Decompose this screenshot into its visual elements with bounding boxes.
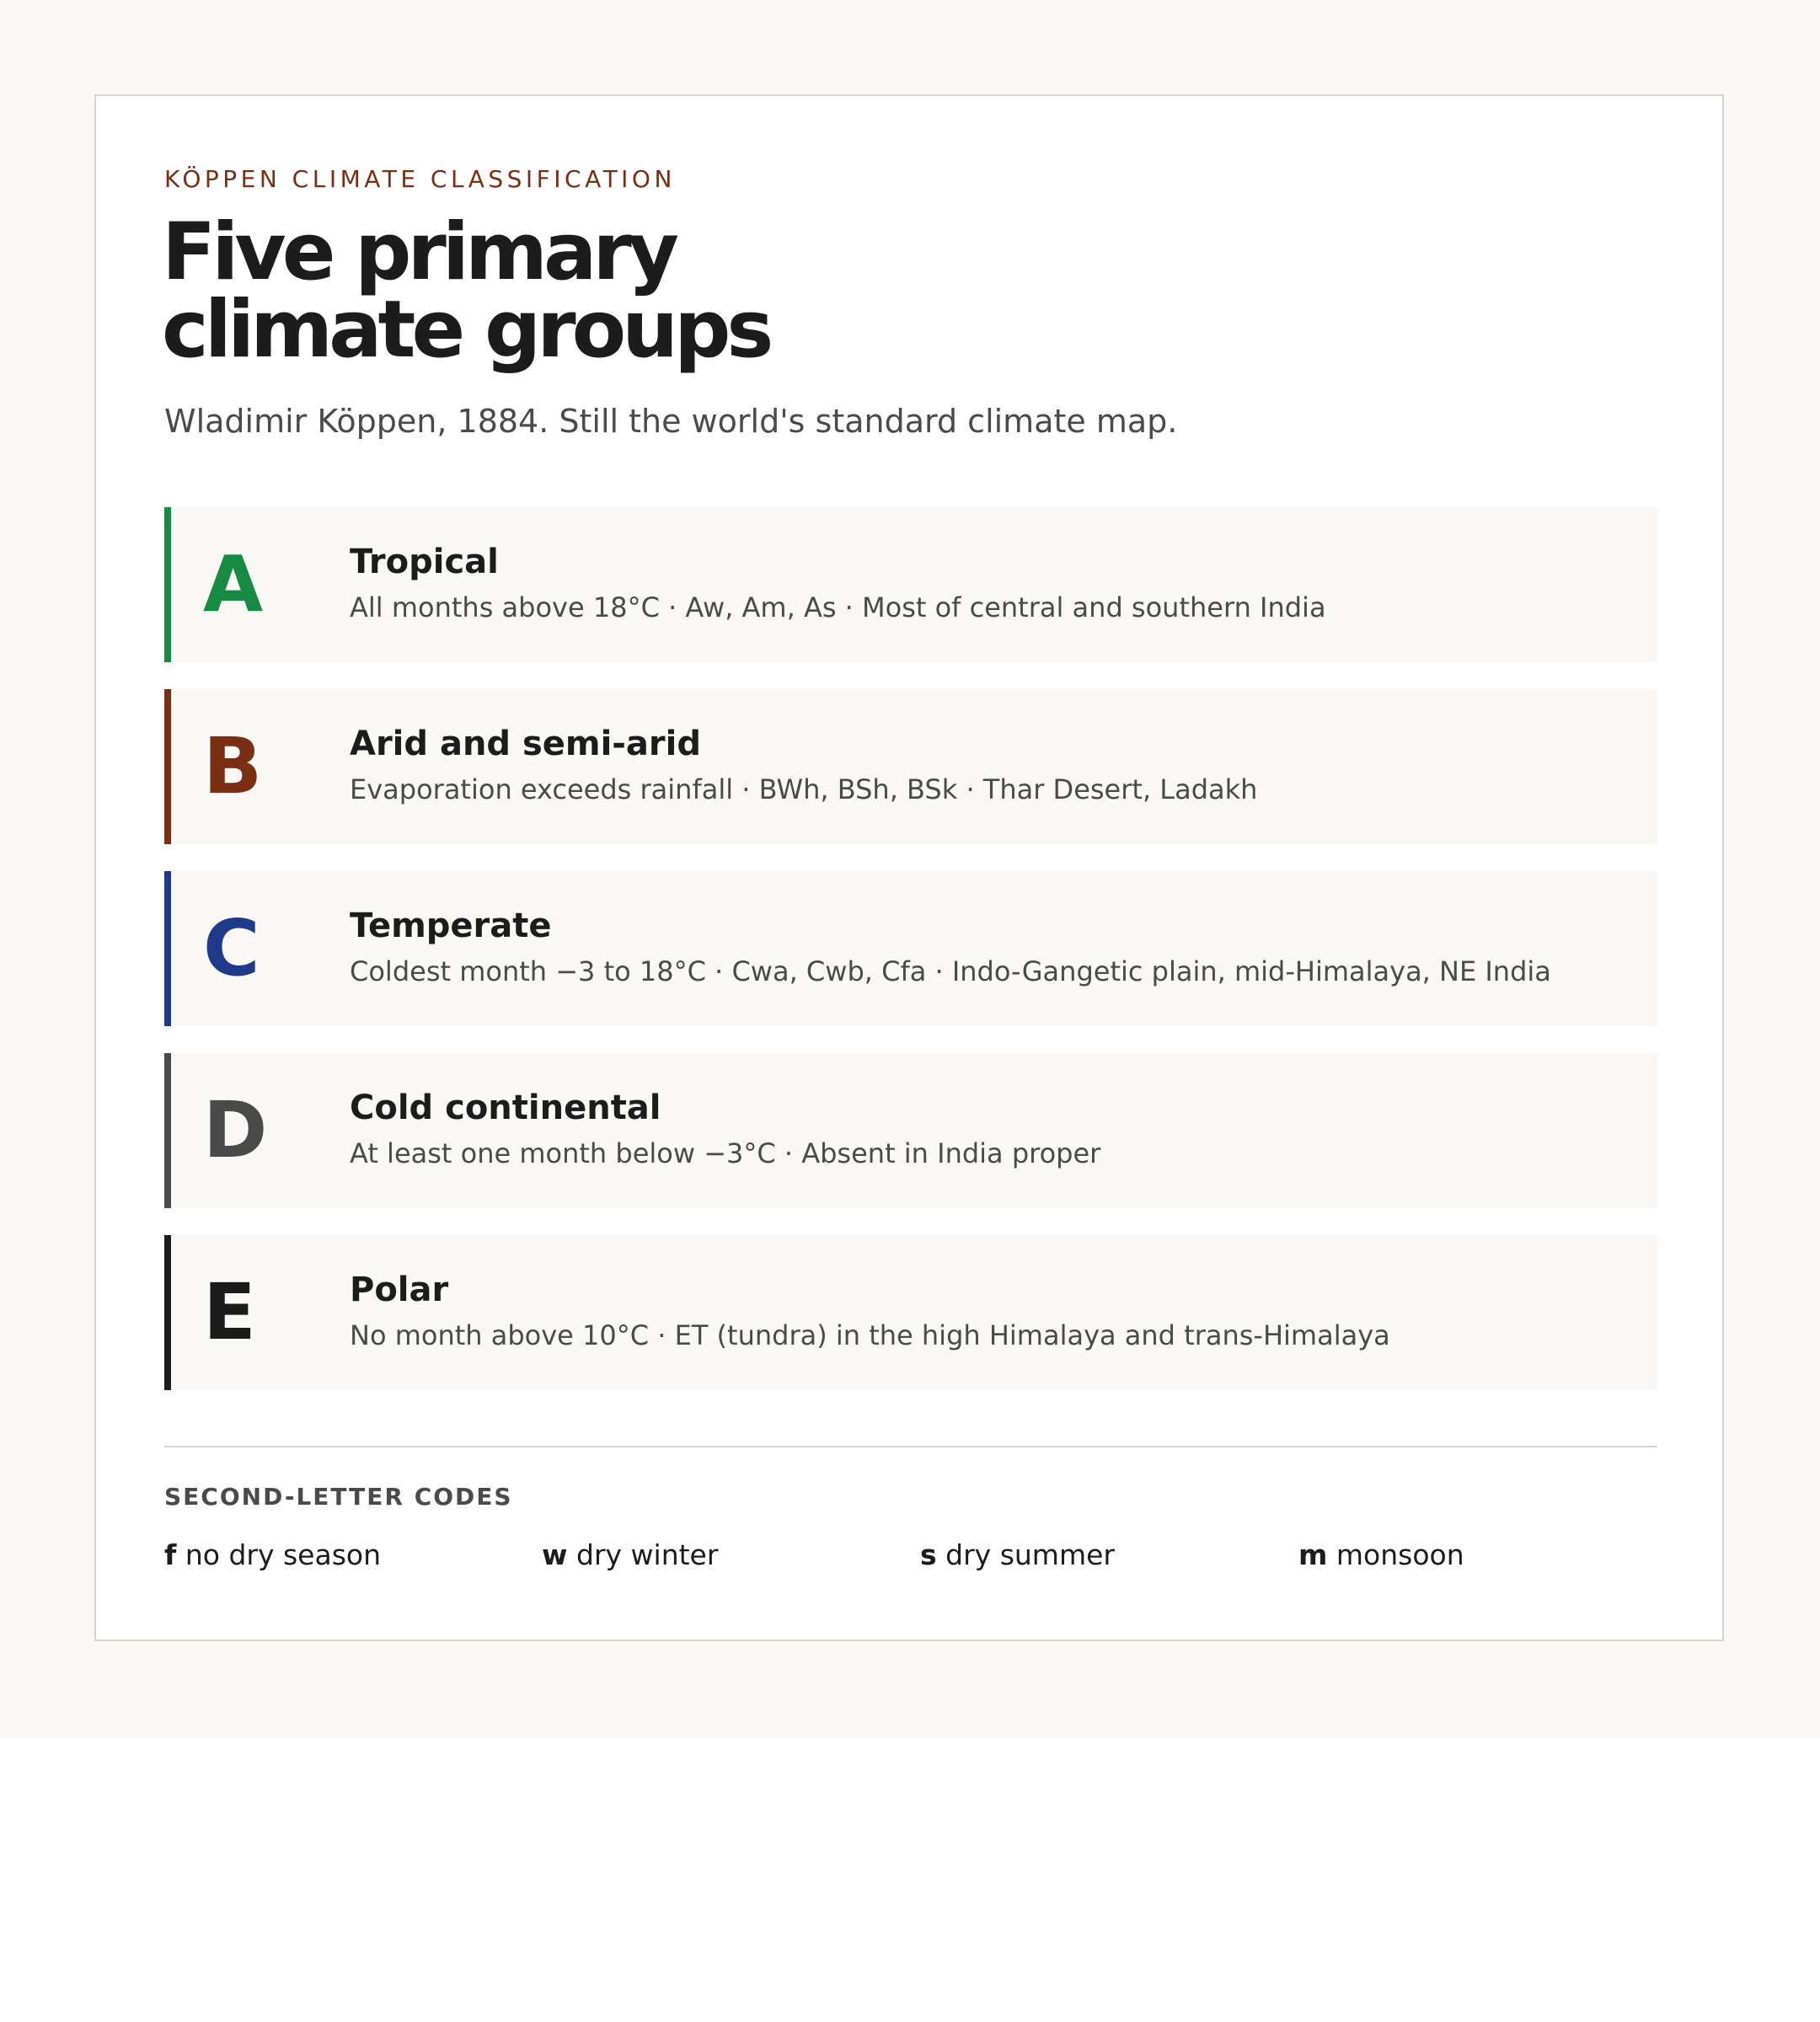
climate-group-e <box>164 1235 1657 1390</box>
group-letter: D <box>203 1085 268 1175</box>
code-item-m <box>1298 1538 1464 1571</box>
code-letter: f <box>164 1538 177 1571</box>
title-line-2: climate groups <box>162 284 770 376</box>
section-divider <box>164 1446 1657 1447</box>
climate-group-c <box>164 871 1657 1026</box>
climate-group-a <box>164 507 1657 662</box>
code-meaning: dry winter <box>576 1538 719 1571</box>
second-letter-code-list <box>164 1538 1657 1575</box>
group-letter: E <box>203 1267 256 1357</box>
group-letter: B <box>203 721 263 811</box>
group-description: At least one month below −3°C · Absent in India proper <box>350 1137 1101 1169</box>
group-description: All months above 18°C · Aw, Am, As · Most of central and southern India <box>350 591 1326 623</box>
group-name: Polar <box>350 1270 449 1309</box>
group-description: No month above 10°C · ET (tundra) in the high Himalaya and trans-Himalaya <box>350 1319 1390 1351</box>
code-meaning: dry summer <box>945 1538 1115 1571</box>
kicker-label: KÖPPEN CLIMATE CLASSIFICATION <box>164 165 676 193</box>
group-name: Arid and semi-arid <box>350 725 701 763</box>
climate-group-list <box>164 507 1657 1417</box>
code-item-f <box>164 1538 381 1571</box>
code-letter: m <box>1298 1538 1328 1571</box>
code-letter: s <box>920 1538 937 1571</box>
page-title <box>162 206 1173 376</box>
group-description: Evaporation exceeds rainfall · BWh, BSh, BSk · Thar Desert, Ladakh <box>350 773 1258 805</box>
group-letter: C <box>203 903 260 993</box>
group-name: Tropical <box>350 543 499 581</box>
group-letter: A <box>203 539 264 629</box>
group-description: Coldest month −3 to 18°C · Cwa, Cwb, Cfa · Indo-Gangetic plain, mid-Himalaya, NE India <box>350 955 1551 987</box>
code-item-w <box>542 1538 718 1571</box>
subtitle: Wladimir Köppen, 1884. Still the world's standard climate map. <box>164 403 1178 440</box>
code-letter: w <box>542 1538 568 1571</box>
climate-group-b <box>164 689 1657 844</box>
group-name: Temperate <box>350 907 552 945</box>
group-name: Cold continental <box>350 1089 661 1127</box>
code-meaning: monsoon <box>1336 1538 1464 1571</box>
code-item-s <box>920 1538 1115 1571</box>
climate-group-d <box>164 1053 1657 1208</box>
title-line-1: Five primary <box>162 206 676 298</box>
code-meaning: no dry season <box>185 1538 382 1571</box>
classification-card <box>94 94 1724 1641</box>
codes-heading: SECOND-LETTER CODES <box>164 1483 513 1511</box>
